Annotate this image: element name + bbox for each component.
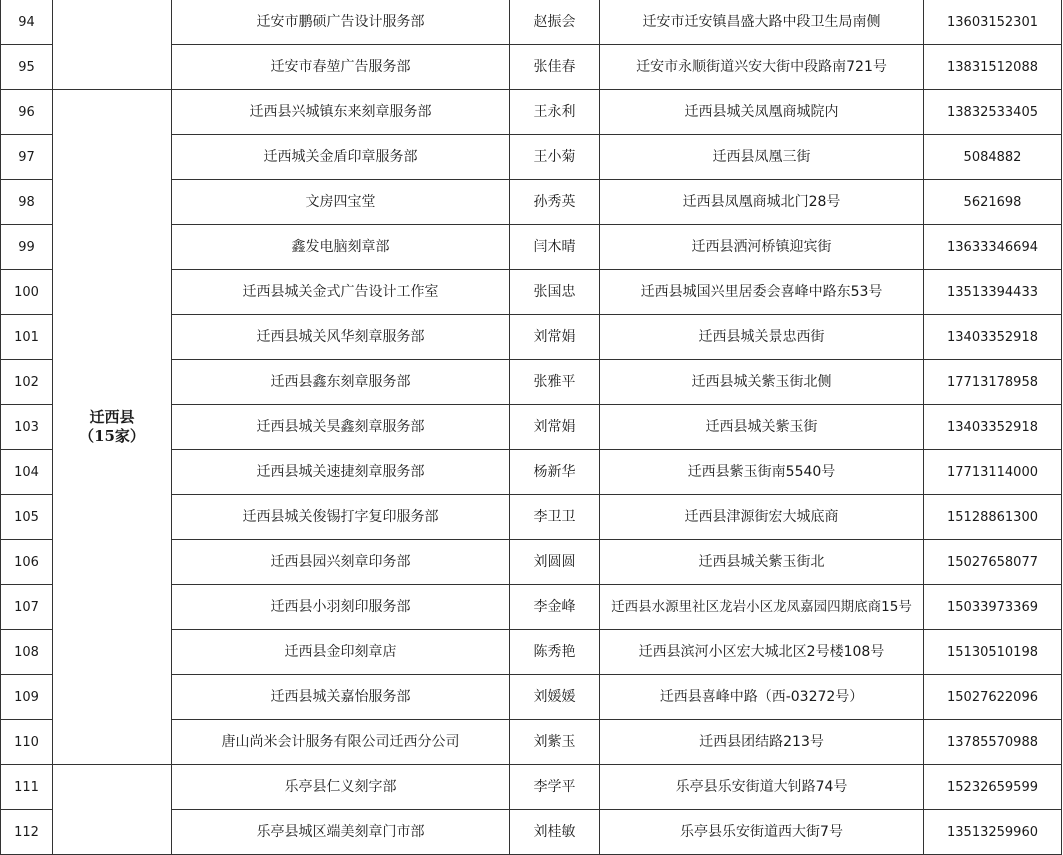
contact-person: 张佳春 xyxy=(510,45,600,90)
row-number: 107 xyxy=(1,585,53,630)
phone-number: 17713114000 xyxy=(924,450,1062,495)
row-number: 112 xyxy=(1,810,53,855)
row-number: 103 xyxy=(1,405,53,450)
table-row xyxy=(1,765,1062,810)
contact-person: 刘媛媛 xyxy=(510,675,600,720)
phone-number: 5621698 xyxy=(924,180,1062,225)
contact-person: 张国忠 xyxy=(510,270,600,315)
region-name: 迁西县 xyxy=(89,408,135,426)
shop-address: 迁西县洒河桥镇迎宾街 xyxy=(600,225,924,270)
row-number: 105 xyxy=(1,495,53,540)
table-row xyxy=(1,0,1062,45)
row-number: 98 xyxy=(1,180,53,225)
row-number: 106 xyxy=(1,540,53,585)
shop-address: 迁西县城关景忠西街 xyxy=(600,315,924,360)
shop-address: 迁西县城关紫玉街北侧 xyxy=(600,360,924,405)
row-number: 99 xyxy=(1,225,53,270)
phone-number: 15232659599 xyxy=(924,765,1062,810)
contact-person: 陈秀艳 xyxy=(510,630,600,675)
phone-number: 15128861300 xyxy=(924,495,1062,540)
row-number: 108 xyxy=(1,630,53,675)
contact-person: 杨新华 xyxy=(510,450,600,495)
shop-address: 迁西县紫玉街南5540号 xyxy=(600,450,924,495)
phone-number: 5084882 xyxy=(924,135,1062,180)
phone-number: 13513259960 xyxy=(924,810,1062,855)
phone-number: 15027622096 xyxy=(924,675,1062,720)
phone-number: 13403352918 xyxy=(924,405,1062,450)
contact-person: 张雅平 xyxy=(510,360,600,405)
shop-name: 迁西县城关俊锡打字复印服务部 xyxy=(172,495,510,540)
shop-name: 迁西县城关金式广告设计工作室 xyxy=(172,270,510,315)
phone-number: 13633346694 xyxy=(924,225,1062,270)
shop-name: 迁西城关金盾印章服务部 xyxy=(172,135,510,180)
row-number: 111 xyxy=(1,765,53,810)
contact-person: 孙秀英 xyxy=(510,180,600,225)
shop-address: 迁西县城关紫玉街 xyxy=(600,405,924,450)
contact-person: 王小菊 xyxy=(510,135,600,180)
shop-name: 迁西县园兴刻章印务部 xyxy=(172,540,510,585)
row-number: 100 xyxy=(1,270,53,315)
contact-person: 赵振会 xyxy=(510,0,600,45)
contact-person: 李学平 xyxy=(510,765,600,810)
shop-name: 鑫发电脑刻章部 xyxy=(172,225,510,270)
contact-person: 刘常娟 xyxy=(510,405,600,450)
contact-person: 刘常娟 xyxy=(510,315,600,360)
shop-address: 迁西县凤凰商城北门28号 xyxy=(600,180,924,225)
shop-address: 乐亭县乐安街道大钊路74号 xyxy=(600,765,924,810)
shop-name: 迁西县鑫东刻章服务部 xyxy=(172,360,510,405)
shop-address: 迁西县凤凰三街 xyxy=(600,135,924,180)
phone-number: 15033973369 xyxy=(924,585,1062,630)
shop-name: 迁西县城关风华刻章服务部 xyxy=(172,315,510,360)
contact-person: 李金峰 xyxy=(510,585,600,630)
shop-address: 乐亭县乐安街道西大街7号 xyxy=(600,810,924,855)
row-number: 96 xyxy=(1,90,53,135)
phone-number: 15027658077 xyxy=(924,540,1062,585)
row-number: 110 xyxy=(1,720,53,765)
phone-number: 13832533405 xyxy=(924,90,1062,135)
shop-name: 唐山尚米会计服务有限公司迁西分公司 xyxy=(172,720,510,765)
region-cell-qianxi xyxy=(53,90,172,765)
shop-address: 迁西县水源里社区龙岩小区龙凤嘉园四期底商15号 xyxy=(600,585,924,630)
phone-number: 15130510198 xyxy=(924,630,1062,675)
contact-person: 闫木晴 xyxy=(510,225,600,270)
shop-name: 乐亭县仁义刻字部 xyxy=(172,765,510,810)
shop-name: 迁安市春堃广告服务部 xyxy=(172,45,510,90)
row-number: 109 xyxy=(1,675,53,720)
region-count: （15家） xyxy=(79,427,145,445)
shop-name: 迁西县城关嘉怡服务部 xyxy=(172,675,510,720)
phone-number: 17713178958 xyxy=(924,360,1062,405)
phone-number: 13785570988 xyxy=(924,720,1062,765)
shop-name: 文房四宝堂 xyxy=(172,180,510,225)
contact-person: 刘桂敏 xyxy=(510,810,600,855)
region-cell-qianan xyxy=(53,0,172,90)
region-cell-laoting xyxy=(53,765,172,855)
phone-number: 13603152301 xyxy=(924,0,1062,45)
shop-address: 迁西县城关紫玉街北 xyxy=(600,540,924,585)
contact-person: 王永利 xyxy=(510,90,600,135)
shop-address: 迁西县团结路213号 xyxy=(600,720,924,765)
shop-address: 迁西县滨河小区宏大城北区2号楼108号 xyxy=(600,630,924,675)
shop-address: 迁西县城国兴里居委会喜峰中路东53号 xyxy=(600,270,924,315)
row-number: 94 xyxy=(1,0,53,45)
shop-name: 迁西县小羽刻印服务部 xyxy=(172,585,510,630)
shop-name: 乐亭县城区端美刻章门市部 xyxy=(172,810,510,855)
contact-person: 刘圆圆 xyxy=(510,540,600,585)
shop-address: 迁西县喜峰中路（西-03272号） xyxy=(600,675,924,720)
row-number: 97 xyxy=(1,135,53,180)
shop-address: 迁安市永顺街道兴安大街中段路南721号 xyxy=(600,45,924,90)
row-number: 102 xyxy=(1,360,53,405)
phone-number: 13403352918 xyxy=(924,315,1062,360)
contact-person: 刘紫玉 xyxy=(510,720,600,765)
shop-address: 迁西县津源街宏大城底商 xyxy=(600,495,924,540)
table-row xyxy=(1,90,1062,135)
contact-person: 李卫卫 xyxy=(510,495,600,540)
shop-name: 迁西县城关速捷刻章服务部 xyxy=(172,450,510,495)
phone-number: 13831512088 xyxy=(924,45,1062,90)
phone-number: 13513394433 xyxy=(924,270,1062,315)
shop-address: 迁西县城关凤凰商城院内 xyxy=(600,90,924,135)
row-number: 104 xyxy=(1,450,53,495)
shop-name: 迁安市鹏硕广告设计服务部 xyxy=(172,0,510,45)
shop-name: 迁西县兴城镇东来刻章服务部 xyxy=(172,90,510,135)
shop-name: 迁西县城关昊鑫刻章服务部 xyxy=(172,405,510,450)
shop-address: 迁安市迁安镇昌盛大路中段卫生局南侧 xyxy=(600,0,924,45)
row-number: 95 xyxy=(1,45,53,90)
row-number: 101 xyxy=(1,315,53,360)
shop-name: 迁西县金印刻章店 xyxy=(172,630,510,675)
